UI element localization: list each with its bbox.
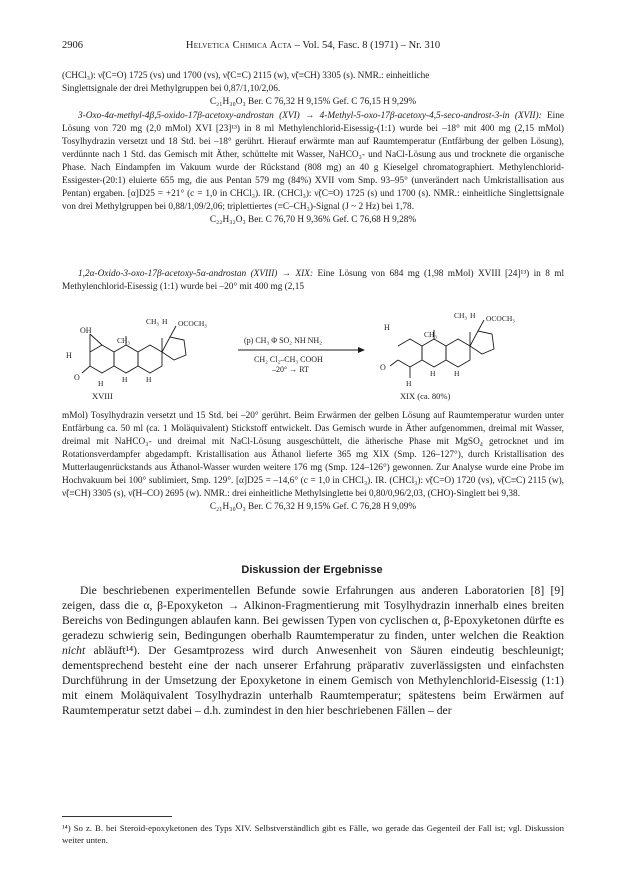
- page-number: 2906: [62, 40, 83, 51]
- reaction-scheme: [62, 300, 564, 406]
- compound-title-xvii: 4-Methyl-5-oxo-17β-acetoxy-4,5-seco-androst-3-in: [319, 111, 510, 121]
- footnote-rule: [62, 816, 172, 817]
- compound-label-xix: XIX:: [295, 269, 314, 279]
- steroid-xviii-skeleton: [82, 326, 186, 373]
- compound-label-xix-scheme: XIX (ca. 80%): [400, 391, 451, 401]
- section-heading: Diskussion der Ergebnisse: [241, 564, 383, 576]
- compound-label-xvi: (XVI): [279, 111, 300, 121]
- procedure-xix-start: Eine Lösung von 684 mg (1,98 mMol) XVIII [24]¹³) in 8 ml Methylenchlorid-Eisessig (1:1) wurde bei –20° mit 400 mg (2,15: [62, 269, 565, 292]
- experimental-xix-continued: [62, 410, 564, 514]
- discussion-text-b: abläuft¹⁴). Der Gesamtprozess wird durch Anwesenheit von Säuren eindeutig beschleunigt; dementsprechend besteht eine der nach unserer Erfahrung präparativ zuverlässigsten und einfachsten Durchführung in der Umsetzung der Epoxyketone in einem Gemisch von Methylenchlorid-Eisessig (1:1) mit einem Moläquivalent Tosylhydrazin unterhalb Raumtemperatur; spätestens beim Erwärmen auf Raumtemperatur setzt dabei – d.h. zumindest in den hier beschriebenen Fällen – der: [62, 644, 564, 717]
- compound-title-xvi: 3-Oxo-4α-methyl-4β,5-oxido-17β-acetoxy-androstan: [78, 111, 274, 121]
- reagent-tosylhydrazin: (p) CH₃ Φ SO₂ NH NH₂: [244, 336, 322, 345]
- discussion-paragraph: [62, 583, 564, 718]
- o-label-xix: O: [380, 363, 386, 372]
- journal-name: Helvetica Chimica Acta: [185, 40, 293, 51]
- steroid-xix-skeleton: [390, 320, 494, 378]
- volume-info: – Vol. 54, Fasc. 8 (1971) – Nr. 310: [294, 40, 441, 51]
- compound-label-xvii: (XVII):: [514, 111, 542, 121]
- journal-citation: [62, 40, 564, 51]
- discussion-body: [62, 583, 564, 718]
- h-label-xix-d: H: [454, 369, 460, 378]
- oh-label-xviii: OH: [80, 326, 92, 335]
- experimental-xvii-paragraph: [62, 110, 564, 214]
- nmr-line: Singlettsignale der drei Methylgruppen bei 0,87/1,10/2,06.: [62, 84, 281, 94]
- elemental-analysis-3: C₂₁H₃₀O₃ Ber. C 76,32 H 9,15% Gef. C 76,28 H 9,09%: [209, 502, 417, 512]
- reaction-scheme-svg: [62, 300, 564, 406]
- running-header: [62, 40, 564, 54]
- experimental-xvii: [62, 110, 564, 227]
- acetoxy-label-xviii: OCOCH₃: [178, 319, 207, 328]
- reaction-arrow-text-2: →: [281, 269, 292, 279]
- h-label-xix-b: H: [470, 311, 476, 320]
- footnote: [62, 822, 564, 846]
- procedure-xvii: Eine Lösung von 720 mg (2,0 mMol) XVI [23]¹³) in 8 ml Methylenchlorid-Eisessig-(1:1) wurde bei –18° mit 400 mg (2,15 mMol) Tosylhydrazin versetzt und 18 Std. bei –18° gerührt. Hierauf erwärmte man auf Raumtemperatur (Entfärbung der gelben Lösung), verdünnte nach 1 Std. das Gemisch mit Äther, schüttelte mit Wasser, NaHCO₃- und NaCl-Lösung aus und trocknete die organische Phase. Nach Eindampfen im Vakuum wurde der Rückstand (808 mg) an 40 g Kieselgel chromatographiert. Methylenchlorid-Essigester-(20:1) eluierte 655 mg, die aus Pentan 579 mg (84%) XVII vom Smp. 93–95° (unverändert nach Umkristallisation aus Pentan) ergaben. [α]D25 = +21° (c = 1,0 in CHCl₃). IR. (CHCl₃): ν̃(C=O) 1725 (s) und 1700 (s). NMR.: einheitliche Singlettsignale von drei Methylgruppen bei 0,88/1,09/2,06; triplettiertes (≡C–CH₃)-Signal (J ~ 2 Hz) bei 1,78.: [62, 111, 565, 212]
- elemental-analysis-2: C₂₂H₃₂O₃ Ber. C 76,70 H 9,36% Gef. C 76,68 H 9,28%: [209, 215, 417, 225]
- ch3-label-xviii-b: CH₃: [146, 317, 160, 326]
- compound-label-xviii: (XVIII): [250, 269, 278, 279]
- h-label-xviii: H: [66, 351, 72, 360]
- ch3-label-xix-b: CH₃: [454, 311, 468, 320]
- acetoxy-label-xix: OCOCH₃: [486, 314, 515, 323]
- ch3-label-xix-a: CH₃: [424, 330, 438, 339]
- ir-line: (CHCl₃): ν̃(C=O) 1725 (vs) und 1700 (vs), ν̃(C≡C) 2115 (w), ν̃(≡CH) 3305 (s). NMR.: einheitliche: [62, 71, 430, 81]
- reaction-conditions: –20° → RT: [272, 365, 309, 374]
- h-label-xviii-b: H: [162, 317, 168, 326]
- h-label-xix-e: H: [406, 379, 412, 388]
- h-label-xix-cho: H: [384, 323, 390, 332]
- reaction-arrow-text: →: [305, 111, 315, 121]
- footnote-14: ¹⁴) So z. B. bei Steroid-epoxyketonen des Typs XIV. Selbstverständlich gibt es Fälle, wo gerade das Gegenteil der Fall ist; vgl. Diskussion weiter unten.: [62, 823, 564, 845]
- h-label-xviii-d: H: [146, 375, 152, 384]
- experimental-xix-paragraph: [62, 268, 564, 294]
- ch3-label-xviii-a: CH₃: [117, 336, 131, 345]
- discussion-text-a: Die beschriebenen experimentellen Befunde sowie Erfahrungen aus anderen Laboratorien [8] [9] zeigen, dass die α, β-Epoxyketon → Alkinon-Fragmentierung mit Tosylhydrazin innerhalb eines breiten Bereichs von Bedingungen ablaufen kann. Bei gewissen Typen von cyclischen α, β-Epoxyketonen dürfte es geradezu schwierig sein, Bedingungen oberhalb Raumtemperatur zu finden, unter welchen die Reaktion: [62, 584, 564, 642]
- reaction-arrowhead: [358, 347, 365, 353]
- procedure-xix: mMol) Tosylhydrazin versetzt und 15 Std. bei –20° gerührt. Beim Erwärmen der gelben Lösung auf Raumtemperatur wurden unter Entfärbung ca. 50 ml (ca. 1 Moläquivalent) Stickstoff entwickelt. Das Gemisch wurde in Äther aufgenommen, dreimal mit Wasser, dreimal mit NaHCO₃- und dreimal mit NaCl-Lösung ausgeschüttelt, die ätherische Phase mit MgSO₄ getrocknet und im Rotationsverdampfer abgedampft. Kristallisation aus Äthanol lieferte 365 mg XIX (Smp. 126–127°), durch Kristallisation des Mutterlaugenrückstands aus Äthanol-Wasser wurden weitere 176 mg (Smp. 124–126°) gewonnen. Zur Analyse wurde eine Probe im Hochvakuum bei 100° sublimiert, Smp. 129°. [α]D25 = –14,6° (c = 1,0 in CHCl₃). IR. (CHCl₃): ν̃(C=O) 1720 (vs), ν̃(C≡C) 2115 (w), ν̃(≡CH) 3305 (s), ν̃(H–CO) 2695 (w). NMR.: drei einheitliche Methylsinglette bei 0,80/0,96/2,03, (CHO)-Singlett bei 9,38.: [62, 411, 564, 499]
- spectra-block-1: [62, 70, 564, 109]
- h-label-xix-c: H: [430, 369, 436, 378]
- emphasis-nicht: nicht: [62, 644, 86, 657]
- o-label-xviii: O: [74, 373, 80, 382]
- compound-label-xviii-scheme: XVIII: [92, 391, 113, 401]
- experimental-xix: [62, 268, 564, 294]
- h-label-xviii-e: H: [98, 379, 104, 388]
- reagent-solvent: CH₂ Cl₂–CH₃ COOH: [254, 355, 323, 364]
- h-label-xviii-c: H: [122, 375, 128, 384]
- elemental-analysis-1: C₂₁H₃₀O₃ Ber. C 76,32 H 9,15% Gef. C 76,15 H 9,29%: [209, 97, 417, 107]
- compound-title-xviii: 1,2α-Oxido-3-oxo-17β-acetoxy-5α-androstan: [78, 269, 247, 279]
